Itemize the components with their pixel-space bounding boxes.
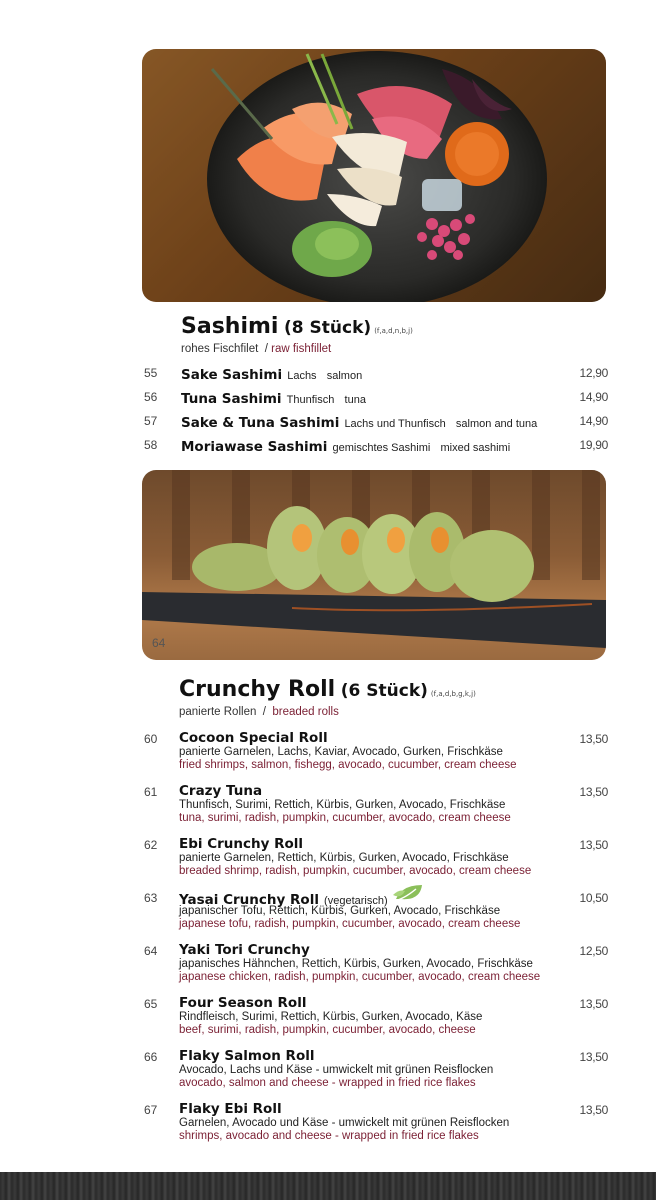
item-desc-de: Avocado, Lachs und Käse - umwickelt mit grünen Reisflocken	[179, 1064, 494, 1076]
item-desc-en: salmon	[326, 370, 363, 382]
sashimi-title: Sashimi	[181, 314, 279, 339]
item-name: Cocoon Special Roll	[179, 730, 328, 746]
item-price: 13,50	[579, 997, 608, 1011]
crunchy-subtitle-en: breaded rolls	[272, 706, 339, 718]
item-name: Yasai Crunchy Roll	[179, 892, 319, 908]
item-desc-de: panierte Garnelen, Rettich, Kürbis, Gurken, Avocado, Frischkäse	[179, 852, 509, 864]
item-desc-de: gemischtes Sashimi	[332, 442, 431, 454]
item-desc-en: japanese chicken, radish, pumpkin, cucumber, avocado, cream cheese	[179, 971, 541, 983]
item-price: 14,90	[579, 390, 608, 404]
item-price: 13,50	[579, 1050, 608, 1064]
item-desc-en: salmon and tuna	[455, 418, 538, 430]
item-number: 67	[144, 1103, 158, 1117]
crunchy-roll-photo	[142, 470, 606, 660]
item-number: 62	[144, 838, 158, 852]
item-desc-en: tuna	[344, 394, 366, 406]
item-desc-de: Rindfleisch, Surimi, Rettich, Kürbis, Gurken, Avocado, Käse	[179, 1011, 483, 1023]
item-desc-de: japanisches Hähnchen, Rettich, Kürbis, Gurken, Avocado, Frischkäse	[179, 958, 533, 970]
item-name: Tuna Sashimi	[181, 391, 282, 407]
item-name: Four Season Roll	[179, 995, 307, 1011]
item-number: 55	[144, 366, 158, 380]
item-number: 58	[144, 438, 158, 452]
item-price: 13,50	[579, 1103, 608, 1117]
item-desc-de: Lachs	[287, 370, 317, 382]
item-number: 65	[144, 997, 158, 1011]
item-desc-de: japanischer Tofu, Rettich, Kürbis, Gurken, Avocado, Frischkäse	[179, 905, 501, 917]
item-number: 66	[144, 1050, 158, 1064]
item-desc-de: Lachs und Thunfisch	[344, 418, 446, 430]
item-desc-de: Thunfisch	[286, 394, 335, 406]
item-number: 57	[144, 414, 158, 428]
item-name: Sake Sashimi	[181, 367, 283, 383]
crunchy-section-title	[179, 677, 476, 702]
item-name: Crazy Tuna	[179, 783, 263, 799]
item-name: Yaki Tori Crunchy	[179, 942, 310, 958]
crunchy-title: Crunchy Roll	[179, 677, 336, 702]
item-desc-en: avocado, salmon and cheese - wrapped in fried rice flakes	[179, 1077, 476, 1089]
item-number: 63	[144, 891, 158, 905]
item-desc-en: fried shrimps, salmon, fishegg, avocado, cucumber, cream cheese	[179, 759, 517, 771]
item-price: 14,90	[579, 414, 608, 428]
sashimi-allergen-codes: (f,a,d,n,b,j)	[374, 327, 413, 335]
crunchy-subtitle-sep: /	[262, 706, 266, 718]
leaf-icon	[392, 883, 424, 905]
item-name: Ebi Crunchy Roll	[179, 836, 304, 852]
item-name: Flaky Salmon Roll	[179, 1048, 315, 1064]
footer-texture-band	[0, 1172, 656, 1200]
item-desc-en: tuna, surimi, radish, pumpkin, cucumber, avocado, cream cheese	[179, 812, 511, 824]
item-name: Moriawase Sashimi	[181, 439, 328, 455]
item-number: 60	[144, 732, 158, 746]
sashimi-subtitle-en: raw fishfillet	[271, 343, 332, 355]
item-price: 13,50	[579, 732, 608, 746]
sashimi-photo	[142, 49, 606, 302]
item-price: 13,50	[579, 785, 608, 799]
crunchy-allergen-codes: (f,a,d,b,g,k,j)	[430, 690, 476, 698]
item-desc-en: beef, surimi, radish, pumpkin, cucumber, avocado, cheese	[179, 1024, 476, 1036]
crunchy-pieces: (6 Stück)	[340, 681, 428, 701]
item-name: Sake & Tuna Sashimi	[181, 415, 340, 431]
item-desc-de: panierte Garnelen, Lachs, Kaviar, Avocado, Gurken, Frischkäse	[179, 746, 503, 758]
photo-item-number: 64	[152, 636, 166, 650]
item-desc-en: shrimps, avocado and cheese - wrapped in fried rice flakes	[179, 1130, 479, 1142]
item-price: 19,90	[579, 438, 608, 452]
item-number: 64	[144, 944, 158, 958]
item-number: 56	[144, 390, 158, 404]
item-price: 12,50	[579, 944, 608, 958]
item-desc-de: Garnelen, Avocado und Käse - umwickelt mit grünen Reisflocken	[179, 1117, 510, 1129]
item-number: 61	[144, 785, 158, 799]
item-price: 12,90	[579, 366, 608, 380]
item-price: 13,50	[579, 838, 608, 852]
item-desc-de: Thunfisch, Surimi, Rettich, Kürbis, Gurken, Avocado, Frischkäse	[179, 799, 506, 811]
sashimi-subtitle-sep: /	[264, 343, 268, 355]
sashimi-subtitle	[181, 343, 331, 355]
crunchy-subtitle-de: panierte Rollen	[179, 706, 257, 718]
sashimi-subtitle-de: rohes Fischfilet	[181, 343, 259, 355]
item-name: Flaky Ebi Roll	[179, 1101, 282, 1117]
item-price: 10,50	[579, 891, 608, 905]
crunchy-subtitle	[179, 706, 339, 718]
sashimi-pieces: (8 Stück)	[284, 318, 372, 338]
item-desc-en: japanese tofu, radish, pumpkin, cucumber, avocado, cream cheese	[179, 918, 521, 930]
item-desc-en: breaded shrimp, radish, pumpkin, cucumber, avocado, cream cheese	[179, 865, 532, 877]
sashimi-section-title	[181, 314, 413, 339]
item-desc-en: mixed sashimi	[440, 442, 511, 454]
item-note: (vegetarisch)	[324, 895, 388, 907]
